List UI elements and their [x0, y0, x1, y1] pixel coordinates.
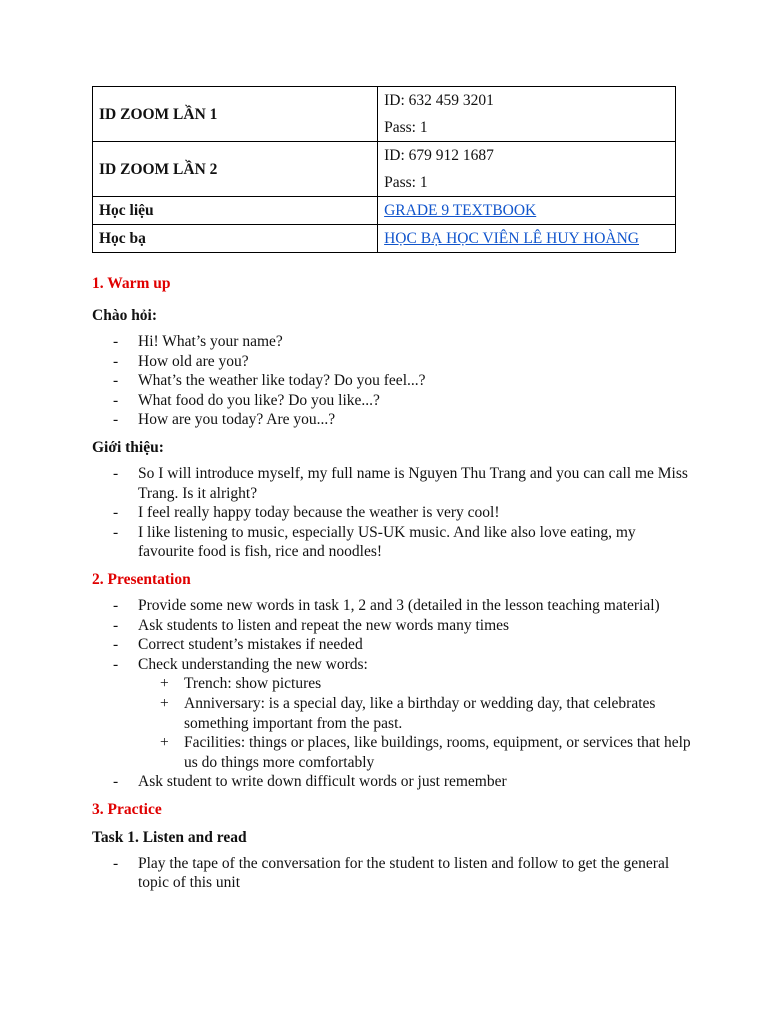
sublist-item: + Anniversary: is a special day, like a birthday or wedding day, that celebrates something important from the past. [138, 694, 692, 733]
zoom-1-pass: Pass: 1 [384, 119, 428, 136]
list-item: - What’s the weather like today? Do you feel...? [92, 371, 692, 391]
table-row [93, 225, 676, 253]
presentation-heading: 2. Presentation [92, 570, 191, 588]
lesson-plan [92, 270, 692, 897]
list-item [92, 655, 692, 773]
materials-label: Học liệu [93, 197, 378, 225]
sublist-item: + Facilities: things or places, like buildings, rooms, equipment, or services that help us do things more comfortably [138, 733, 692, 772]
textbook-link[interactable]: GRADE 9 TEXTBOOK [384, 202, 537, 219]
sublist-item: + Trench: show pictures [138, 674, 692, 694]
student-report-link[interactable]: HỌC BẠ HỌC VIÊN LÊ HUY HOÀNG [384, 230, 639, 247]
table-row [93, 87, 676, 142]
presentation-list [92, 596, 692, 792]
list-item: - Correct student’s mistakes if needed [92, 635, 692, 655]
practice-list [92, 854, 692, 893]
warmup-heading: 1. Warm up [92, 275, 171, 292]
zoom-2-pass: Pass: 1 [384, 174, 428, 191]
table-row [93, 197, 676, 225]
list-item: - I feel really happy today because the weather is very cool! [92, 503, 692, 523]
greeting-list [92, 332, 692, 430]
list-item: - I like listening to music, especially US-UK music. And like also love eating, my favourite food is fish, rice and noodles! [92, 523, 692, 562]
list-item: - Ask students to listen and repeat the new words many times [92, 616, 692, 636]
table-row [93, 142, 676, 197]
practice-heading: 3. Practice [92, 800, 162, 818]
list-item: - Ask student to write down difficult words or just remember [92, 772, 692, 792]
zoom-2-label: ID ZOOM LẦN 2 [93, 142, 378, 197]
list-item: - How old are you? [92, 352, 692, 372]
task-1-title: Task 1. Listen and read [92, 828, 247, 846]
list-item: - Play the tape of the conversation for the student to listen and follow to get the general topic of this unit [92, 854, 692, 893]
intro-title: Giới thiệu: [92, 438, 164, 456]
zoom-1-label: ID ZOOM LẦN 1 [93, 87, 378, 142]
greeting-title: Chào hỏi: [92, 307, 158, 324]
intro-list [92, 464, 692, 562]
zoom-1-id: ID: 632 459 3201 [384, 92, 494, 109]
zoom-1-details [378, 87, 676, 142]
list-item: - So I will introduce myself, my full name is Nguyen Thu Trang and you can call me Miss Trang. Is it alright? [92, 464, 692, 503]
zoom-2-details [378, 142, 676, 197]
list-item-text: Check understanding the new words: [138, 655, 368, 673]
zoom-info-table [92, 86, 676, 253]
list-item: - Hi! What’s your name? [92, 332, 692, 352]
report-label: Học bạ [93, 225, 378, 253]
list-item: - How are you today? Are you...? [92, 410, 692, 430]
vocabulary-sublist [138, 674, 692, 772]
zoom-2-id: ID: 679 912 1687 [384, 147, 494, 164]
list-item: - Provide some new words in task 1, 2 and 3 (detailed in the lesson teaching material) [92, 596, 692, 616]
list-item: - What food do you like? Do you like...? [92, 391, 692, 411]
